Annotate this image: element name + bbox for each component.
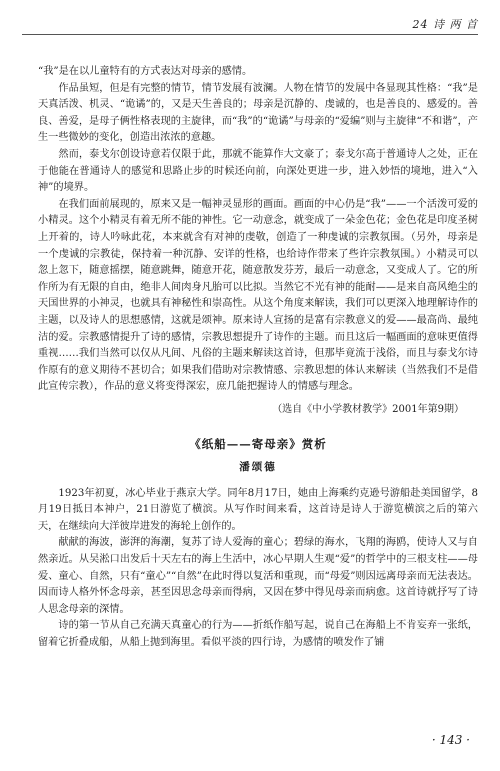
page-body bbox=[38, 64, 478, 652]
paragraph-3: 然而，泰戈尔创设诗意若仅限于此，那就不能算作大文豪了；泰戈尔高于普通诗人之处，正在于他能在普通诗人的感觉和思路止步的时候还向前，向深处更进一步，进入妙悟的境地，进入“入神”的境界。 bbox=[38, 148, 478, 194]
running-header bbox=[22, 14, 478, 35]
paragraph-4: 在我们面前展现的，原来又是一幅神灵显形的画面。画面的中心仍是“我”——一个活泼可爱的小精灵。这个小精灵有着无所不能的神性。它一动意念，就变成了一朵金色花；金色花是印度圣树上开着的，诗人吟咏此花，本来就含有对神的虔敬，创造了一种虔诚的宗教氛围。（另外，母亲是一个虔诚的宗教徒，保持着一种沉静、安详的性格，也给诗作带来了些许宗教氛围。）小精灵可以忽上忽下，随意摇摆，随意跳舞，随意开花，随意散发芬芳，最后一动意念，又变成人了。它的所作所为有无限的自由，绝非人间肉身凡胎可以比拟。当然它不光有神的能耐——是来自高风绝尘的天国世界的小神灵，也就具有神秘性和崇高性。从这个角度来解读，我们可以更深入地理解诗作的主题，以及诗人的思想感情，这就是颂神。原来诗人宣扬的是富有宗教意义的爱——最高尚、最纯洁的爱。宗教感情提升了诗的感情，宗教思想提升了诗作的主题。而且这后一幅画面的意味更值得重视……我们当然可以仅从凡间、凡俗的主题来解读这首诗，但那毕竟流于浅俗，而且与泰戈尔诗作原有的意义期待不甚切合；如果我们借助对宗教情感、宗教思想的体认来解读（当然我们不是借此宣传宗教），作品的意义将变得深宏，庶几能把握诗人的情感与理念。 bbox=[38, 198, 478, 393]
page-number: · 143 · bbox=[431, 733, 470, 747]
running-head-text: 24 诗 两 首 bbox=[412, 18, 478, 31]
article-paragraph-1: 1923年初夏，冰心毕业于燕京大学。同年8月17日，她由上海乘约克逊号游船赴美国留学，8月19日抵日本神户，21日游览了横滨。从写作时间来看，这首诗是诗人于游览横滨之后的第六天，在继续向大洋彼岸进发的海轮上创作的。 bbox=[38, 487, 478, 532]
paragraph-2: 作品虽短，但是有完整的情节，情节发展有波澜。人物在情节的发展中各显现其性格：“我”是天真活泼、机灵、“诡谲”的，又是天生善良的；母亲是沉静的、虔诚的，也是善良的、感爱的。善良、善爱，是母子俩性格表现的主旋律，而“我”的“诡谲”与母亲的“爱编”则与主旋律“不和谐”，产生一些微妙的变化，创造出浓浓的意趣。 bbox=[38, 82, 478, 144]
article-title: 《纸船——寄母亲》赏析 bbox=[189, 437, 327, 452]
paragraph-1: “我”是在以儿童特有的方式表达对母亲的感情。 bbox=[38, 66, 253, 77]
source-note: （选自《中小学教材教学》2001年第9期） bbox=[272, 403, 464, 415]
article-paragraph-3: 诗的第一节从自己充满天真童心的行为——折纸作船写起，说自己在海船上不肯妄弃一张纸，留着它折叠成船，从船上抛到海里。看似平淡的四行诗，为感情的喷发作了铺 bbox=[38, 620, 478, 648]
article-paragraph-2: 献献的海波，澎湃的海潮，复苏了诗人爱海的童心；碧绿的海水，飞翔的海鸥，使诗人又与自然亲近。从吴淞口出发后十天左右的海上生活中，冰心早期人生观“爱”的哲学中的三根支柱——母爱、童心、自然，只有“童心”“自然”在此时得以复活和重现，而“母爱”则因远离母亲而无法表达。因而诗人格外怀念母亲，甚至因思念母亲而得病，又因在梦中得见母亲而病愈。这首诗就抒写了诗人思念母亲的深情。 bbox=[38, 537, 478, 615]
article-author: 潘颂德 bbox=[239, 461, 277, 474]
